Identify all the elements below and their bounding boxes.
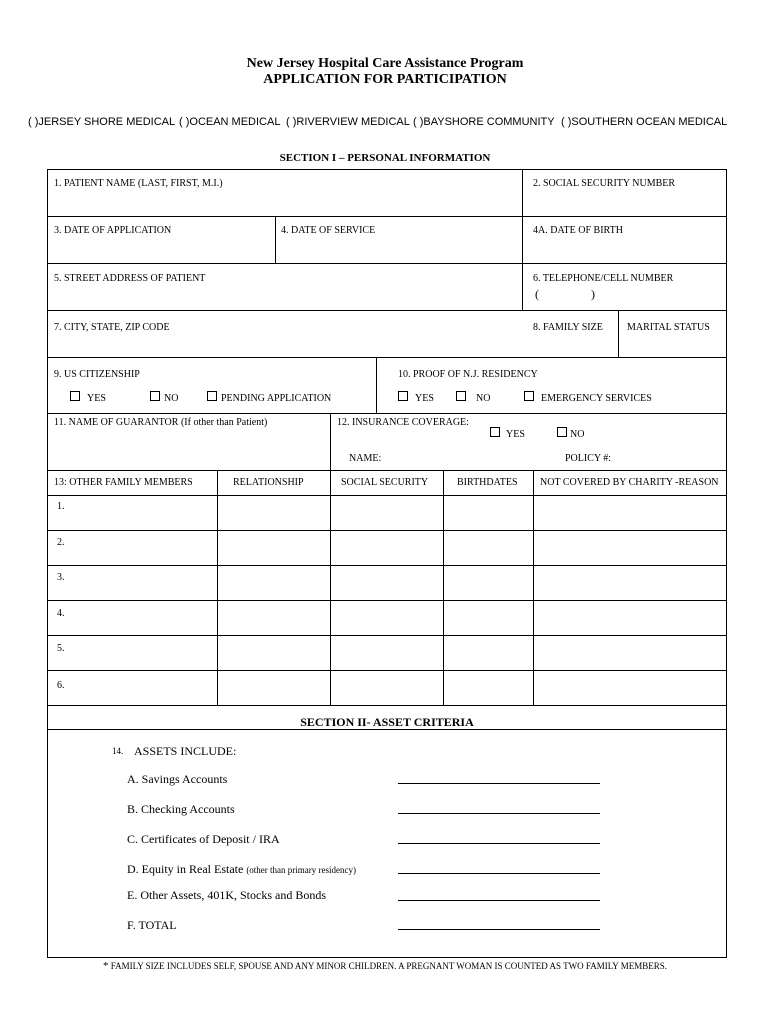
phone-area-open: ( (535, 287, 539, 301)
emergency-services-checkbox[interactable] (524, 391, 534, 401)
asset-savings-label: A. Savings Accounts (127, 772, 228, 786)
family-size-label: 8. FAMILY SIZE (533, 322, 603, 333)
row-divider (47, 470, 727, 471)
asset-checking-label: B. Checking Accounts (127, 802, 235, 816)
marital-status-label: MARITAL STATUS (627, 322, 710, 333)
family-row-number: 3. (57, 572, 65, 583)
col-divider (330, 413, 331, 470)
date-of-application-label: 3. DATE OF APPLICATION (54, 225, 172, 236)
citizenship-yes-checkbox[interactable] (70, 391, 80, 401)
row-divider (47, 565, 727, 566)
asset-real-estate-note: (other than primary residency) (246, 865, 357, 875)
us-citizenship-label: 9. US CITIZENSHIP (54, 369, 140, 380)
row-divider (47, 705, 727, 706)
asset-real-estate-label (127, 862, 356, 877)
date-of-service-label: 4. DATE OF SERVICE (281, 225, 376, 236)
row-divider (47, 495, 727, 496)
citizenship-yes-label: YES (87, 393, 106, 404)
col-divider (618, 310, 619, 357)
row-divider (47, 600, 727, 601)
row-divider (47, 413, 727, 414)
insurance-name-label: NAME: (349, 453, 382, 464)
insurance-yes-label: YES (506, 429, 525, 440)
telephone-label: 6. TELEPHONE/CELL NUMBER (533, 273, 674, 284)
asset-total-label: F. TOTAL (127, 918, 177, 932)
insurance-policy-label: POLICY #: (565, 453, 612, 464)
row-divider (47, 530, 727, 531)
nj-residency-label: 10. PROOF OF N.J. RESIDENCY (398, 369, 538, 380)
family-row-number: 5. (57, 643, 65, 654)
citizenship-pending-label: PENDING APPLICATION (221, 393, 332, 404)
hospital-option-ocean[interactable]: ( )OCEAN MEDICAL (179, 116, 281, 128)
col-divider (330, 470, 331, 705)
form-subtitle: APPLICATION FOR PARTICIPATION (263, 72, 507, 87)
row-divider (47, 357, 727, 358)
row-divider (47, 263, 727, 264)
family-row-number: 6. (57, 680, 65, 691)
residency-yes-label: YES (415, 393, 434, 404)
assets-include-label: ASSETS INCLUDE: (134, 744, 237, 758)
residency-no-label: NO (476, 393, 491, 404)
family-members-header: 13: OTHER FAMILY MEMBERS (54, 477, 193, 488)
asset-checking-field[interactable] (398, 813, 600, 814)
col-divider (376, 357, 377, 413)
footnote-asterisk: * (103, 960, 109, 972)
col-divider (443, 470, 444, 705)
ssn-label: 2. SOCIAL SECURITY NUMBER (533, 178, 676, 189)
citizenship-pending-checkbox[interactable] (207, 391, 217, 401)
emergency-services-label: EMERGENCY SERVICES (541, 393, 652, 404)
city-state-zip-label: 7. CITY, STATE, ZIP CODE (54, 322, 170, 333)
assets-number: 14. (112, 746, 124, 756)
col-divider (522, 169, 523, 310)
asset-cd-ira-label: C. Certificates of Deposit / IRA (127, 832, 280, 846)
asset-savings-field[interactable] (398, 783, 600, 784)
section-2-title: SECTION II- ASSET CRITERIA (300, 715, 474, 729)
col-divider (217, 470, 218, 705)
row-divider (47, 670, 727, 671)
form-title: New Jersey Hospital Care Assistance Program (246, 56, 524, 71)
family-size-footnote (0, 960, 770, 972)
row-divider (47, 310, 727, 311)
insurance-coverage-label: 12. INSURANCE COVERAGE: (337, 417, 469, 428)
asset-cd-ira-field[interactable] (398, 843, 600, 844)
col-divider (533, 470, 534, 705)
hospital-option-bayshore[interactable]: ( )BAYSHORE COMMUNITY (413, 116, 555, 128)
citizenship-no-label: NO (164, 393, 179, 404)
date-of-birth-label: 4A. DATE OF BIRTH (533, 225, 623, 236)
citizenship-no-checkbox[interactable] (150, 391, 160, 401)
asset-other-label: E. Other Assets, 401K, Stocks and Bonds (127, 888, 326, 902)
social-security-header: SOCIAL SECURITY (341, 477, 429, 488)
hospital-option-southern-ocean[interactable]: ( )SOUTHERN OCEAN MEDICAL (561, 116, 728, 128)
birthdates-header: BIRTHDATES (457, 477, 518, 488)
hospital-option-jersey-shore[interactable]: ( )JERSEY SHORE MEDICAL (28, 116, 176, 128)
residency-no-checkbox[interactable] (456, 391, 466, 401)
asset-total-field[interactable] (398, 929, 600, 930)
patient-name-label: 1. PATIENT NAME (LAST, FIRST, M.I.) (54, 178, 223, 189)
phone-area-close: ) (591, 287, 595, 301)
asset-real-estate-field[interactable] (398, 873, 600, 874)
family-row-number: 2. (57, 537, 65, 548)
insurance-no-label: NO (570, 429, 585, 440)
footnote-text: FAMILY SIZE INCLUDES SELF, SPOUSE AND ANY MINOR CHILDREN. A PREGNANT WOMAN IS COUNTED AS TWO FAMILY MEMBERS. (108, 961, 667, 971)
relationship-header: RELATIONSHIP (233, 477, 304, 488)
asset-real-estate-main: D. Equity in Real Estate (127, 862, 247, 876)
section-1-title: SECTION I – PERSONAL INFORMATION (279, 152, 491, 164)
insurance-yes-checkbox[interactable] (490, 427, 500, 437)
insurance-no-checkbox[interactable] (557, 427, 567, 437)
family-row-number: 4. (57, 608, 65, 619)
guarantor-label: 11. NAME OF GUARANTOR (If other than Patient) (54, 417, 268, 428)
row-divider (47, 216, 727, 217)
street-address-label: 5. STREET ADDRESS OF PATIENT (54, 273, 206, 284)
hospital-option-riverview[interactable]: ( )RIVERVIEW MEDICAL (286, 116, 410, 128)
residency-yes-checkbox[interactable] (398, 391, 408, 401)
col-divider (275, 216, 276, 263)
row-divider (47, 635, 727, 636)
family-row-number: 1. (57, 501, 65, 512)
asset-other-field[interactable] (398, 900, 600, 901)
not-covered-reason-header: NOT COVERED BY CHARITY -REASON (540, 477, 719, 488)
